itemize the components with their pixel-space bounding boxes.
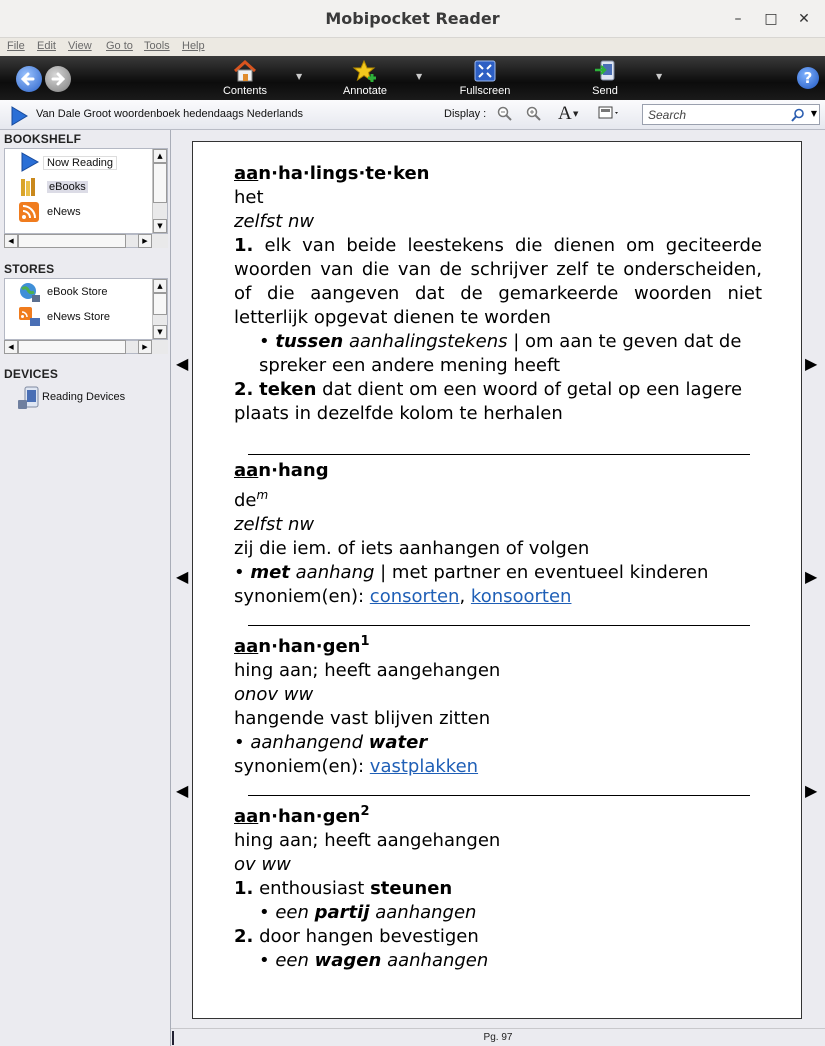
next-page-icon[interactable]: ▶ <box>805 354 818 373</box>
headword-rest: n·ha·lings·te·ken <box>258 163 430 184</box>
stores-scrollbar[interactable] <box>152 279 167 339</box>
fullscreen-icon <box>472 58 498 84</box>
sidebar <box>0 130 171 1046</box>
entry-divider <box>248 795 750 796</box>
scroll-right-button[interactable]: ▶ <box>138 340 152 354</box>
search-dropdown-icon[interactable]: ▼ <box>810 109 817 118</box>
definition <box>234 925 762 949</box>
scroll-down-button[interactable]: ▼ <box>153 219 167 233</box>
book-page <box>192 141 802 1019</box>
headword-underlined: aa <box>234 460 259 481</box>
definition-bold: teken <box>259 379 317 400</box>
example-bold: met <box>250 562 290 583</box>
star-icon <box>352 58 378 84</box>
example-italic: aanhalingstekens <box>348 331 508 352</box>
headword-underlined: aa <box>234 636 259 657</box>
definition-number: 1. <box>234 878 254 899</box>
contents-label: Contents <box>222 85 268 97</box>
example: • een partij aanhangen <box>259 902 477 923</box>
example: • aanhangend water <box>234 732 428 753</box>
example: • met aanhang | met partner en eventueel kinderen <box>234 562 709 583</box>
definition: hangende vast blijven zitten <box>234 708 491 729</box>
scroll-left-button[interactable]: ◀ <box>4 340 18 354</box>
rss-icon <box>18 201 40 223</box>
play-icon[interactable] <box>9 106 29 126</box>
stores-hscrollbar[interactable] <box>4 340 152 354</box>
prev-page-icon[interactable]: ◀ <box>176 567 189 586</box>
next-page-icon[interactable]: ▶ <box>805 567 818 586</box>
zoom-in-icon[interactable] <box>525 105 543 123</box>
definition-number: 2. <box>234 926 254 947</box>
definition-number: 2. <box>234 379 254 400</box>
part-of-speech: onov ww <box>234 684 314 705</box>
part-of-speech: ov ww <box>234 854 291 875</box>
title-bar <box>0 0 825 38</box>
example-italic: een <box>275 902 309 923</box>
forms: hing aan; heeft aangehangen <box>234 830 501 851</box>
synonym-link[interactable]: vastplakken <box>369 756 479 777</box>
headword <box>234 630 762 659</box>
example-italic: aanhangen <box>387 950 489 971</box>
globe-icon <box>18 281 42 303</box>
headword-rest: n·han·gen <box>258 636 361 657</box>
gender: het <box>234 187 264 208</box>
headword <box>234 459 762 483</box>
definition-text: elk van beide leestekens die dienen om geciteerde woorden van die van de schrijver zelf te onderscheiden, of die aangeven dat de gemarkeerde woorden niet letterlijk opgevat dienen te worden <box>234 235 762 328</box>
sidebar-item-label: eBook Store <box>47 286 108 298</box>
send-dropdown-icon[interactable]: ▼ <box>656 72 663 81</box>
menu-view[interactable]: View <box>68 40 92 52</box>
home-icon <box>232 58 258 84</box>
contents-dropdown-icon[interactable]: ▼ <box>296 72 303 81</box>
example-bold: wagen <box>314 950 382 971</box>
dictionary-entry <box>234 459 762 609</box>
synonyms <box>234 755 762 779</box>
close-button[interactable]: ✕ <box>798 11 810 27</box>
part-of-speech: zelfst nw <box>234 514 315 535</box>
device-icon <box>17 386 41 410</box>
annotate-dropdown-icon[interactable]: ▼ <box>416 72 423 81</box>
gender <box>234 483 762 513</box>
minimize-button[interactable]: – <box>734 11 742 27</box>
fullscreen-button[interactable] <box>450 58 520 97</box>
headword <box>234 162 762 186</box>
back-button[interactable] <box>16 66 42 92</box>
send-label: Send <box>592 85 618 97</box>
font-size-dropdown-icon[interactable]: ▼ <box>573 110 579 118</box>
stores-heading: STORES <box>4 262 55 276</box>
back-icon <box>16 66 42 92</box>
dictionary-entry <box>234 630 762 779</box>
search-box[interactable] <box>642 104 820 125</box>
definition <box>234 877 762 901</box>
example-text: | met partner en eventueel kinderen <box>380 562 709 583</box>
dictionary-entry <box>234 162 762 426</box>
scroll-thumb[interactable] <box>18 340 126 354</box>
annotate-label: Annotate <box>342 85 388 97</box>
menu-file[interactable]: File <box>7 40 25 52</box>
definition-text: enthousiast <box>259 878 365 899</box>
play-icon <box>18 151 40 173</box>
forms: hing aan; heeft aangehangen <box>234 660 501 681</box>
definition: zij die iem. of iets aanhangen of volgen <box>234 538 590 559</box>
definition-bold: steunen <box>370 878 453 899</box>
menu-help[interactable]: Help <box>182 40 205 52</box>
headword-rest: n·han·gen <box>258 806 361 827</box>
menu-edit[interactable]: Edit <box>37 40 56 52</box>
page-content <box>234 162 762 973</box>
books-icon <box>18 176 40 198</box>
definition <box>234 234 762 330</box>
layout-icon[interactable] <box>598 105 622 123</box>
sidebar-item-label: eNews <box>47 206 81 218</box>
send-button[interactable] <box>570 58 640 97</box>
annotate-button[interactable] <box>330 58 400 97</box>
send-icon <box>592 58 618 84</box>
fullscreen-label: Fullscreen <box>459 85 511 97</box>
bookshelf-scrollbar[interactable] <box>152 149 167 233</box>
example-italic: aanhangend <box>250 732 363 753</box>
scroll-thumb[interactable] <box>18 234 126 248</box>
scroll-down-button[interactable]: ▼ <box>153 325 167 339</box>
display-label: Display : <box>444 108 487 120</box>
contents-button[interactable] <box>210 58 280 97</box>
synonym-link[interactable]: consorten <box>369 586 460 607</box>
scroll-up-button[interactable]: ▲ <box>153 279 167 293</box>
scroll-thumb[interactable] <box>153 293 167 315</box>
next-page-icon[interactable]: ▶ <box>805 781 818 800</box>
headword-rest: n·hang <box>258 460 329 481</box>
gender-sup: m <box>256 488 269 502</box>
sidebar-item-label: Reading Devices <box>42 391 126 403</box>
book-title: Van Dale Groot woordenboek hedendaags Nederlands <box>36 108 304 120</box>
status-bar <box>171 1028 825 1046</box>
definition-text: dat dient om een woord of getal op een lagere plaats in dezelfde kolom te herhalen <box>234 379 743 424</box>
devices-heading: DEVICES <box>4 367 59 381</box>
example-bold: partij <box>314 902 370 923</box>
window-title: Mobipocket Reader <box>325 9 500 28</box>
bookshelf-hscrollbar[interactable] <box>4 234 152 248</box>
font-size-icon[interactable]: A <box>558 103 572 124</box>
headword <box>234 800 762 829</box>
definition <box>234 378 762 426</box>
menu-go-to[interactable]: Go to <box>106 40 133 52</box>
example: • tussen aanhalingstekens | om aan te geven dat de spreker een andere mening heeft <box>259 331 742 376</box>
synonym-link[interactable]: konsoorten <box>470 586 572 607</box>
bookshelf-list <box>4 148 168 234</box>
synonyms-label: synoniem(en): <box>234 586 365 607</box>
sidebar-item-label: eNews Store <box>47 311 110 323</box>
stores-list <box>4 278 168 340</box>
forward-button[interactable] <box>45 66 71 92</box>
prev-page-icon[interactable]: ◀ <box>176 781 189 800</box>
scroll-corner <box>152 340 168 354</box>
zoom-out-icon[interactable] <box>496 105 514 123</box>
example: • een wagen aanhangen <box>259 950 489 971</box>
rss-store-icon <box>18 306 42 328</box>
entry-divider <box>248 625 750 626</box>
scroll-thumb[interactable] <box>153 163 167 203</box>
toolbar <box>0 56 825 100</box>
scroll-left-button[interactable]: ◀ <box>4 234 18 248</box>
menu-tools[interactable]: Tools <box>144 40 170 52</box>
homonym-number: 1 <box>360 634 370 649</box>
scroll-up-button[interactable]: ▲ <box>153 149 167 163</box>
entry-divider <box>248 454 750 455</box>
search-icon[interactable] <box>791 108 805 122</box>
sidebar-item-label: eBooks <box>49 181 86 193</box>
prev-page-icon[interactable]: ◀ <box>176 354 189 373</box>
headword-underlined: aa <box>234 806 259 827</box>
maximize-button[interactable]: □ <box>764 11 778 27</box>
bookshelf-heading: BOOKSHELF <box>4 132 82 146</box>
example-bold: water <box>368 732 428 753</box>
synonyms <box>234 585 762 609</box>
menu-bar <box>0 38 825 56</box>
headword-underlined: aa <box>234 163 259 184</box>
page-number: Pg. 97 <box>483 1032 513 1043</box>
dictionary-entry <box>234 800 762 973</box>
example-italic: een <box>275 950 309 971</box>
help-icon: ? <box>803 69 813 87</box>
gender-text: de <box>234 490 257 511</box>
definition-text: door hangen bevestigen <box>259 926 479 947</box>
example-italic: aanhang <box>295 562 375 583</box>
synonyms-label: synoniem(en): <box>234 756 365 777</box>
reading-area <box>171 130 825 1028</box>
scroll-right-button[interactable]: ▶ <box>138 234 152 248</box>
example-italic: aanhangen <box>375 902 477 923</box>
forward-icon <box>45 66 71 92</box>
address-bar <box>0 100 825 130</box>
part-of-speech: zelfst nw <box>234 211 315 232</box>
example-bold: tussen <box>275 331 344 352</box>
example-text: | om aan te geven dat de spreker een andere mening heeft <box>259 331 742 376</box>
help-button[interactable] <box>797 67 819 89</box>
homonym-number: 2 <box>360 804 370 819</box>
synonym-separator: , <box>459 586 466 607</box>
sidebar-item-label: Now Reading <box>43 156 117 170</box>
definition-number: 1. <box>234 235 254 256</box>
scroll-corner <box>152 234 168 248</box>
search-input[interactable]: Search <box>648 108 687 122</box>
